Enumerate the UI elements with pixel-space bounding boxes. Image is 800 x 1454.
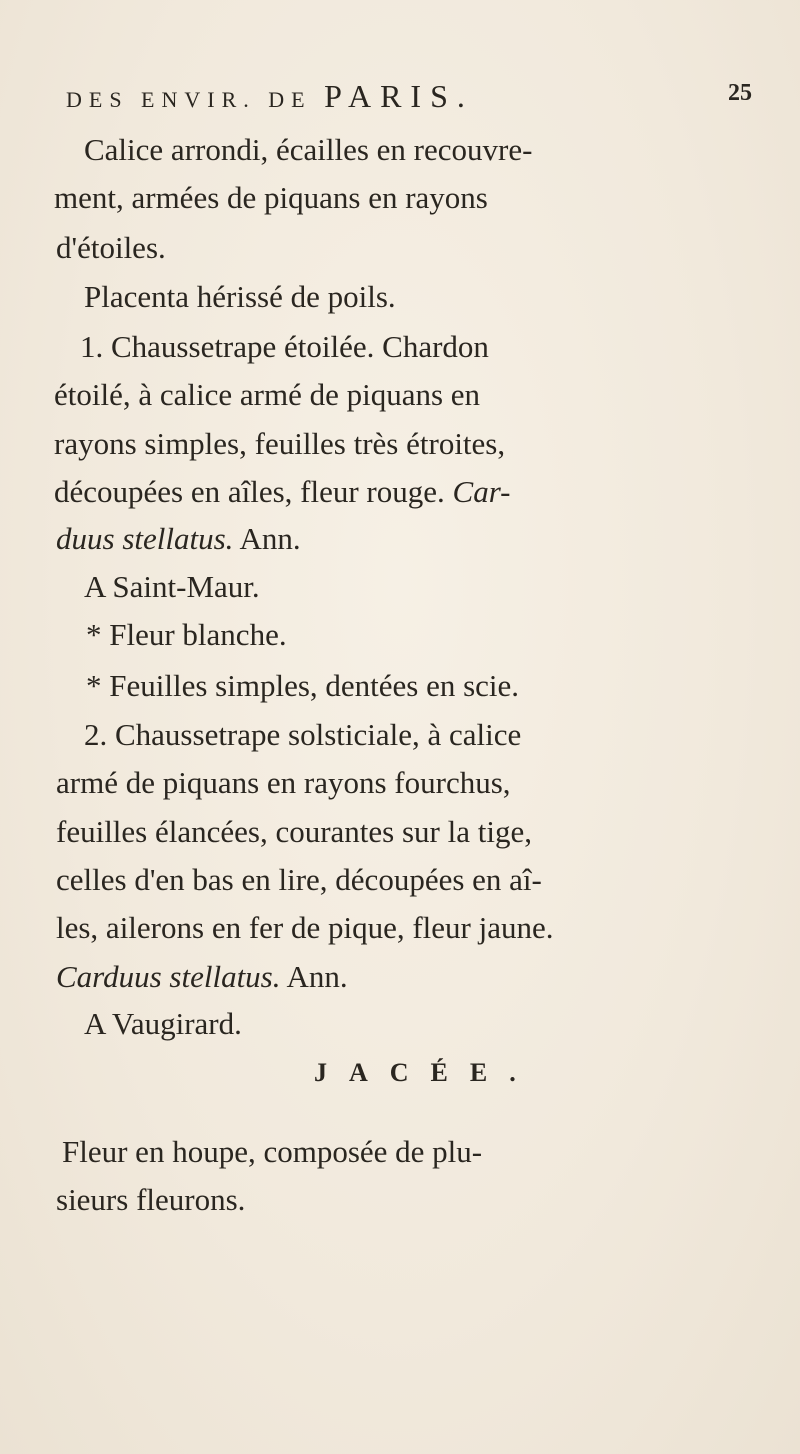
- text-line: les, ailerons en fer de pique, fleur jaune.: [56, 910, 554, 945]
- text-line: [56, 517, 301, 561]
- section-title: JACÉE.: [314, 1058, 538, 1087]
- text-line: [56, 955, 348, 999]
- latin-name: Carduus stellatus.: [56, 959, 281, 994]
- running-head-big: PARIS.: [324, 78, 474, 114]
- text-line: Fleur en houpe, composée de plu-: [62, 1134, 483, 1169]
- running-head: [66, 78, 474, 115]
- text-line: rayons simples, feuilles très étroites,: [54, 426, 506, 461]
- text-line: * Fleur blanche.: [86, 617, 287, 652]
- latin-name-fragment: Car-: [452, 474, 511, 509]
- annual-mark: Ann.: [280, 959, 348, 994]
- text-line: * Feuilles simples, dentées en scie.: [86, 668, 520, 703]
- text-line: Placenta hérissé de poils.: [84, 279, 396, 314]
- text-line: [54, 470, 510, 514]
- text-line: feuilles élancées, courantes sur la tige,: [56, 814, 532, 849]
- text-line: armé de piquans en rayons fourchus,: [56, 765, 511, 800]
- text-line: 2. Chaussetrape solsticiale, à calice: [84, 717, 522, 752]
- latin-name: duus stellatus.: [56, 521, 234, 556]
- text-line: 1. Chaussetrape étoilée. Chardon: [80, 329, 489, 364]
- running-head-small: DES ENVIR. DE: [66, 87, 312, 112]
- text-line: sieurs fleurons.: [56, 1182, 246, 1217]
- text-line: A Saint-Maur.: [84, 569, 260, 604]
- text-line: étoilé, à calice armé de piquans en: [54, 377, 481, 412]
- text-line: ment, armées de piquans en rayons: [54, 180, 488, 215]
- text-fragment: découpées en aîles, fleur rouge.: [54, 474, 445, 509]
- text-line: celles d'en bas en lire, découpées en aî-: [56, 862, 542, 897]
- annual-mark: Ann.: [233, 521, 301, 556]
- text-line: d'étoiles.: [56, 230, 166, 265]
- text-line: Calice arrondi, écailles en recouvre-: [84, 132, 533, 167]
- text-line: A Vaugirard.: [84, 1006, 242, 1041]
- page-header: [66, 74, 756, 114]
- page-number: 25: [728, 80, 752, 106]
